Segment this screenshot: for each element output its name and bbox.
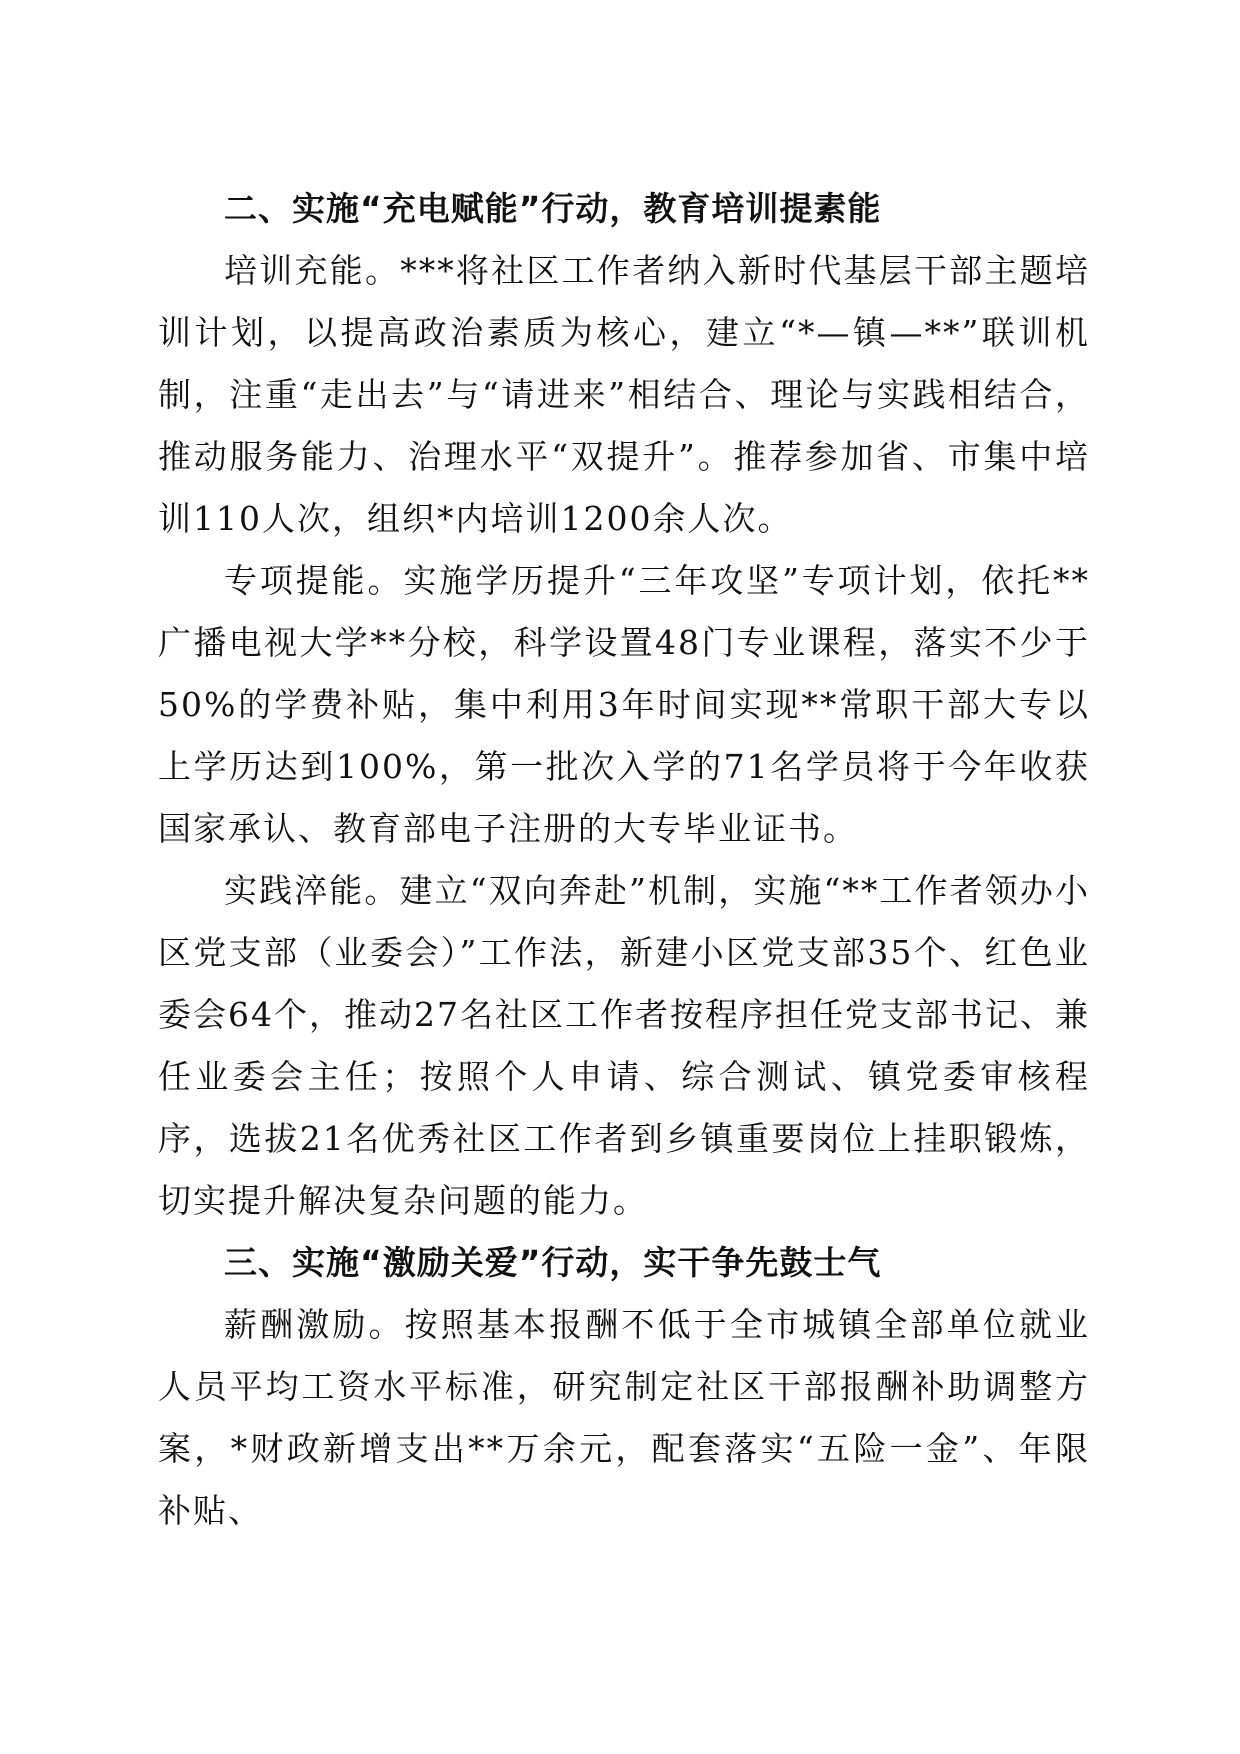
paragraph-education: 专项提能。实施学历提升“三年攻坚”专项计划，依托**广播电视大学**分校，科学设置48门专业课程，落实不少于50%的学费补贴，集中利用3年时间实现**常职干部大专以上学历达到100%，第一批次入学的71名学员将于今年收获国家承认、教育部电子注册的大专毕业证书。 bbox=[158, 561, 1090, 848]
paragraph-training: 培训充能。***将社区工作者纳入新时代基层干部主题培训计划，以提高政治素质为核心，建立“*—镇—**”联训机制，注重“走出去”与“请进来”相结合、理论与实践相结合，推动服务能力、治理水平“双提升”。推荐参加省、市集中培训110人次，组织*内培训1200余人次。 bbox=[158, 251, 1090, 538]
document-body bbox=[158, 178, 1090, 1542]
paragraph-practice: 实践淬能。建立“双向奔赴”机制，实施“**工作者领办小区党支部（业委会）”工作法，新建小区党支部35个、红色业委会64个，推动27名社区工作者按程序担任党支部书记、兼任业委会主任；按照个人申请、综合测试、镇党委审核程序，选拔21名优秀社区工作者到乡镇重要岗位上挂职锻炼，切实提升解决复杂问题的能力。 bbox=[158, 871, 1090, 1220]
section-heading-3: 三、实施“激励关爱”行动，实干争先鼓士气 bbox=[224, 1243, 882, 1282]
paragraph-salary: 薪酬激励。按照基本报酬不低于全市城镇全部单位就业人员平均工资水平标准，研究制定社区干部报酬补助调整方案，*财政新增支出**万余元，配套落实“五险一金”、年限补贴、 bbox=[158, 1305, 1090, 1530]
section-heading-2: 二、实施“充电赋能”行动，教育培训提素能 bbox=[224, 189, 882, 228]
